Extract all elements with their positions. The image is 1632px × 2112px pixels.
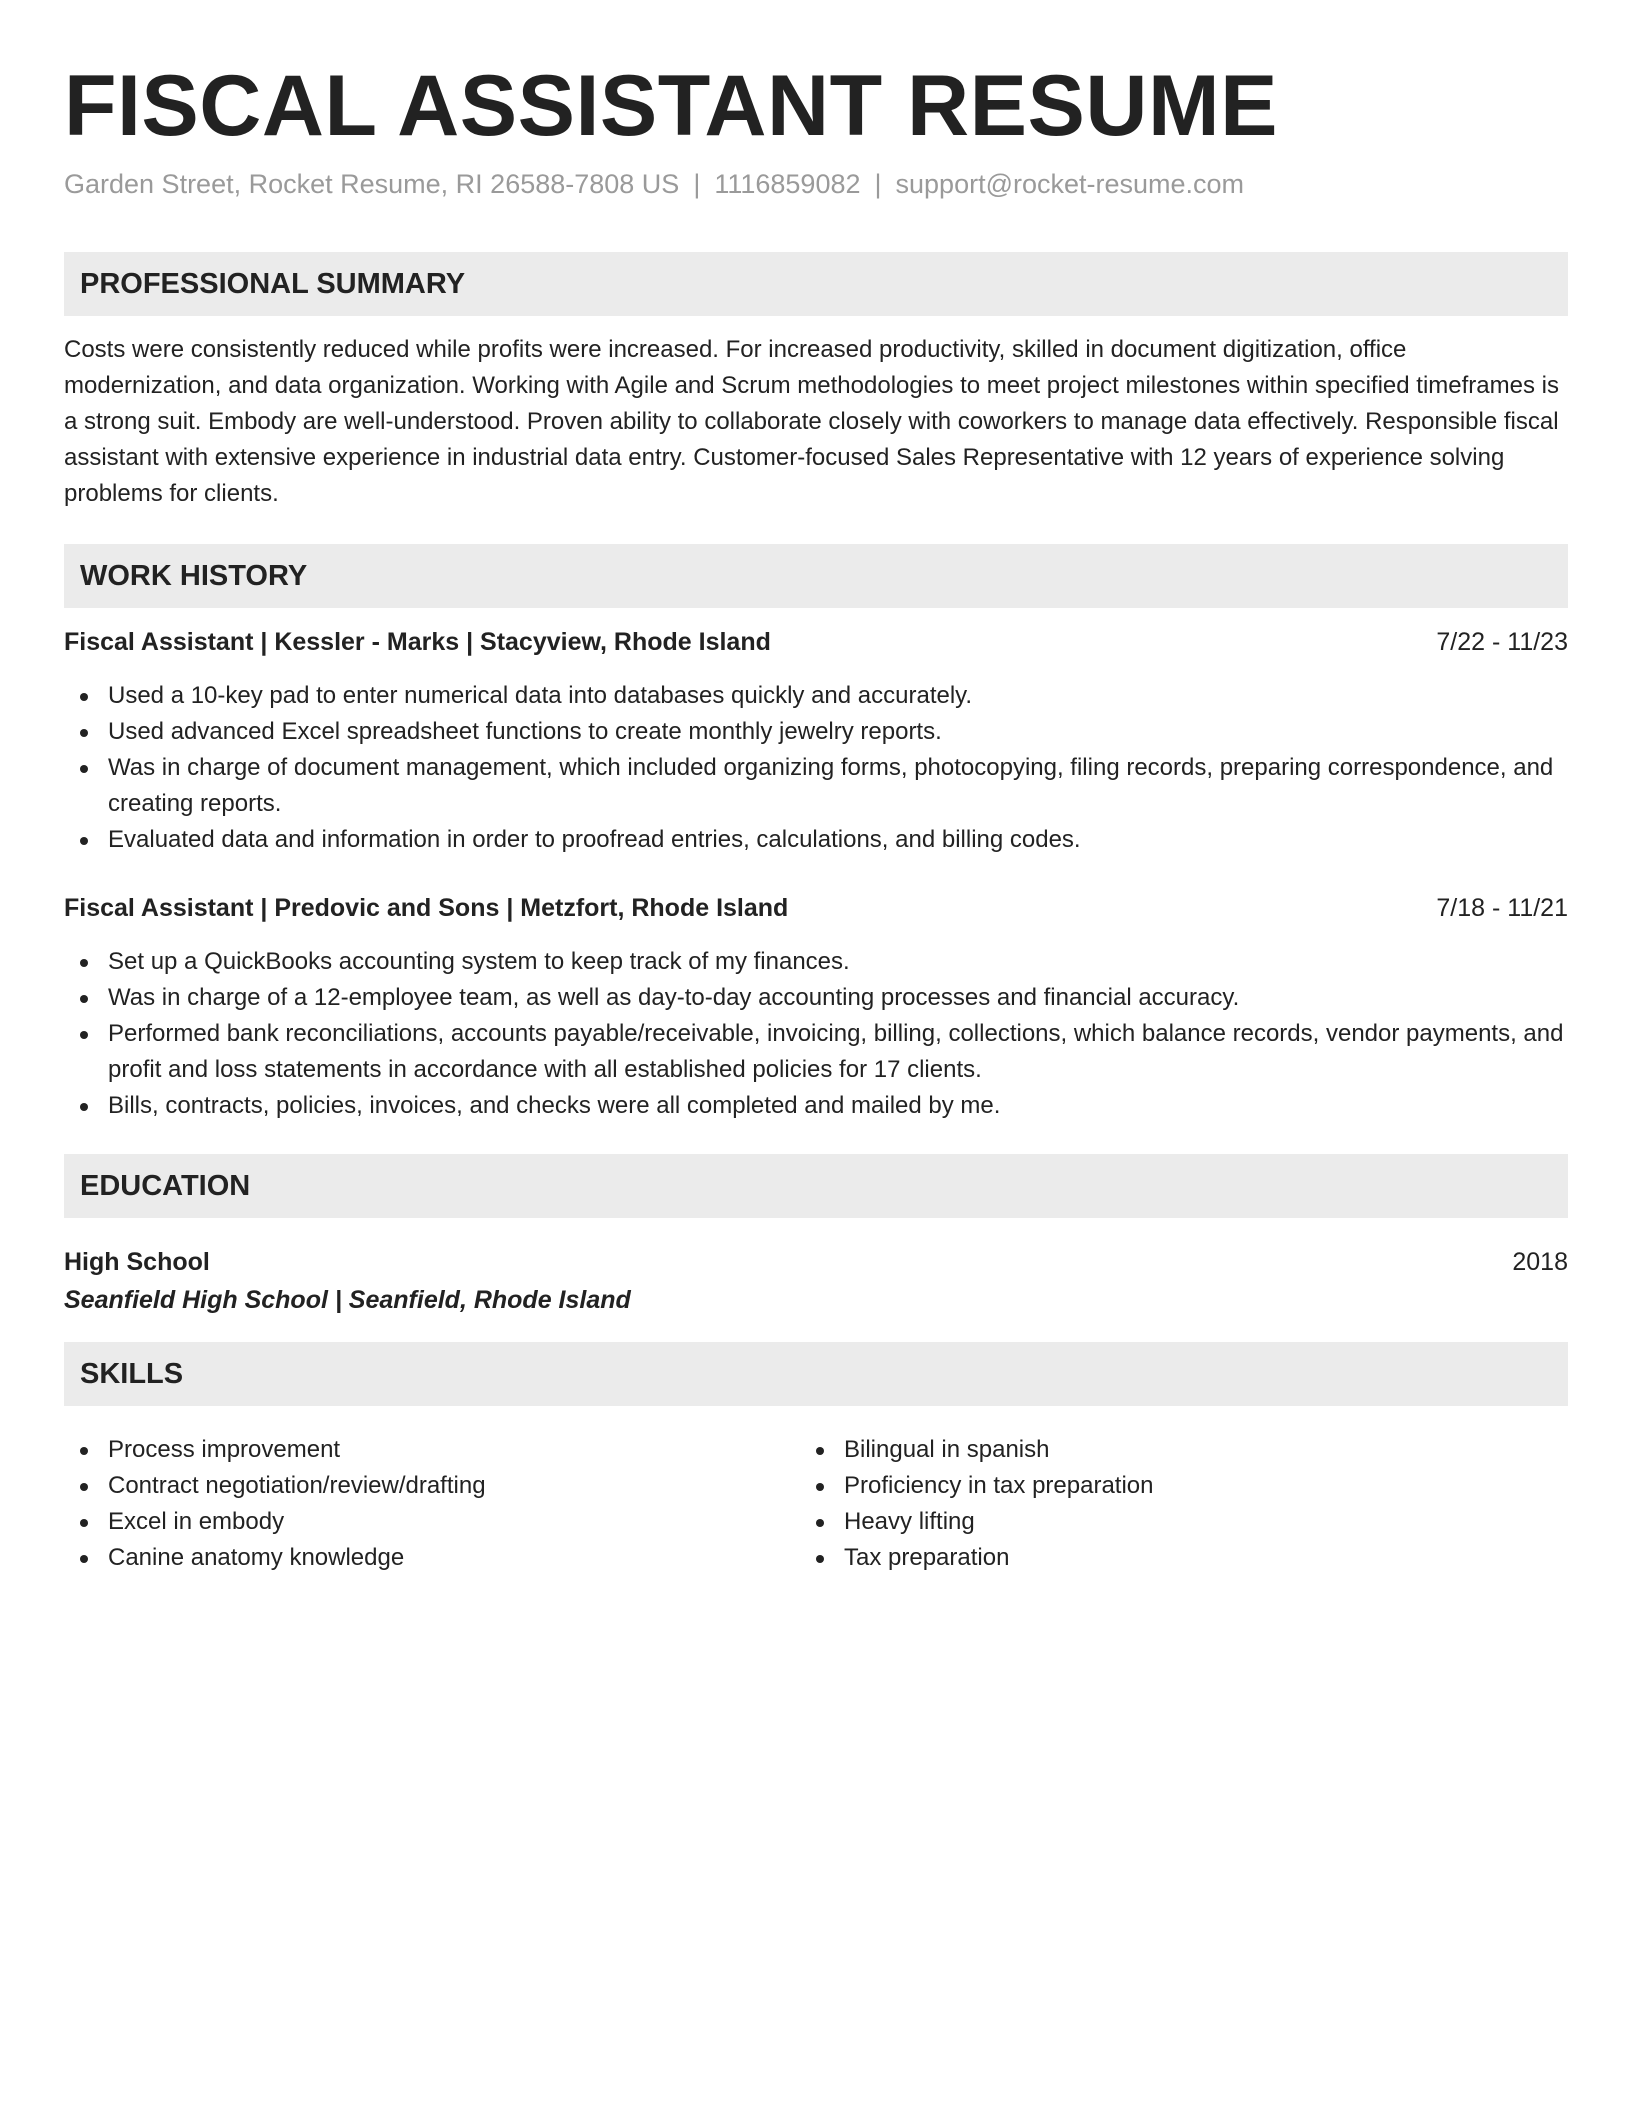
work-heading: WORK HISTORY [80, 560, 308, 592]
summary-text: Costs were consistently reduced while profits were increased. For increased productivity, skilled in document digitization, office modernization, and data organization. Working with Agile and Scrum methodologies to meet project milestones within specified timeframes is a strong suit. Embody are well-understood. Proven ability to collaborate closely with coworkers to manage data effectively. Responsible fiscal assistant with extensive experience in industrial data entry. Customer-focused Sales Representative with 12 years of experience solving problems for clients. [64, 336, 1559, 507]
job-bullet: Used advanced Excel spreadsheet functions to create monthly jewelry reports. [64, 714, 1568, 750]
summary-heading: PROFESSIONAL SUMMARY [80, 268, 466, 300]
contact-address: Garden Street, Rocket Resume, RI 26588-7808 US [64, 169, 680, 199]
skill-item: Process improvement [64, 1432, 1568, 1468]
job-bullet: Evaluated data and information in order to proofread entries, calculations, and billing codes. [64, 822, 1568, 858]
job-title: Fiscal Assistant | Kessler - Marks | Stacyview, Rhode Island [64, 628, 771, 656]
education-degree: High School [64, 1248, 210, 1276]
job-header [64, 624, 1568, 660]
skill-item: Tax preparation [800, 1540, 1632, 1576]
contact-phone: 1116859082 [714, 169, 861, 199]
contact-separator: | [693, 169, 701, 199]
job-bullet: Was in charge of a 12-employee team, as well as day-to-day accounting processes and financial accuracy. [64, 980, 1568, 1016]
work-section-header [64, 544, 1568, 608]
job-title: Fiscal Assistant | Predovic and Sons | Metzfort, Rhode Island [64, 894, 789, 922]
job-bullet: Performed bank reconciliations, accounts payable/receivable, invoicing, billing, collections, which balance records, vendor payments, and profit and loss statements in accordance with all established policies for 17 clients. [64, 1016, 1568, 1088]
education-school: Seanfield High School | Seanfield, Rhode Island [64, 1286, 631, 1314]
job-bullet: Used a 10-key pad to enter numerical data into databases quickly and accurately. [64, 678, 1568, 714]
skill-item: Contract negotiation/review/drafting [64, 1468, 1568, 1504]
contact-email: support@rocket-resume.com [895, 169, 1245, 199]
skill-item: Bilingual in spanish [800, 1432, 1632, 1468]
resume-title: FISCAL ASSISTANT RESUME [64, 58, 1278, 154]
job-header [64, 890, 1568, 926]
education-heading: EDUCATION [80, 1170, 251, 1202]
job-bullet: Set up a QuickBooks accounting system to keep track of my finances. [64, 944, 1568, 980]
job-bullet: Bills, contracts, policies, invoices, and checks were all completed and mailed by me. [64, 1088, 1568, 1124]
contact-line [64, 166, 1244, 202]
job-bullet: Was in charge of document management, which included organizing forms, photocopying, filing records, preparing correspondence, and creating reports. [64, 750, 1568, 822]
skill-item: Canine anatomy knowledge [64, 1540, 1568, 1576]
summary-section-header [64, 252, 1568, 316]
skills-heading: SKILLS [80, 1358, 184, 1390]
education-section-header [64, 1154, 1568, 1218]
skill-item: Proficiency in tax preparation [800, 1468, 1632, 1504]
skills-list-right [800, 1432, 1632, 1576]
job-bullet-list [64, 944, 1568, 1124]
education-year: 2018 [1512, 1248, 1568, 1276]
job-dates: 7/22 - 11/23 [1436, 628, 1568, 656]
job-bullet-list [64, 678, 1568, 858]
job-dates: 7/18 - 11/21 [1436, 894, 1568, 922]
contact-separator: | [874, 169, 882, 199]
skill-item: Excel in embody [64, 1504, 1568, 1540]
skill-item: Heavy lifting [800, 1504, 1632, 1540]
skills-section-header [64, 1342, 1568, 1406]
